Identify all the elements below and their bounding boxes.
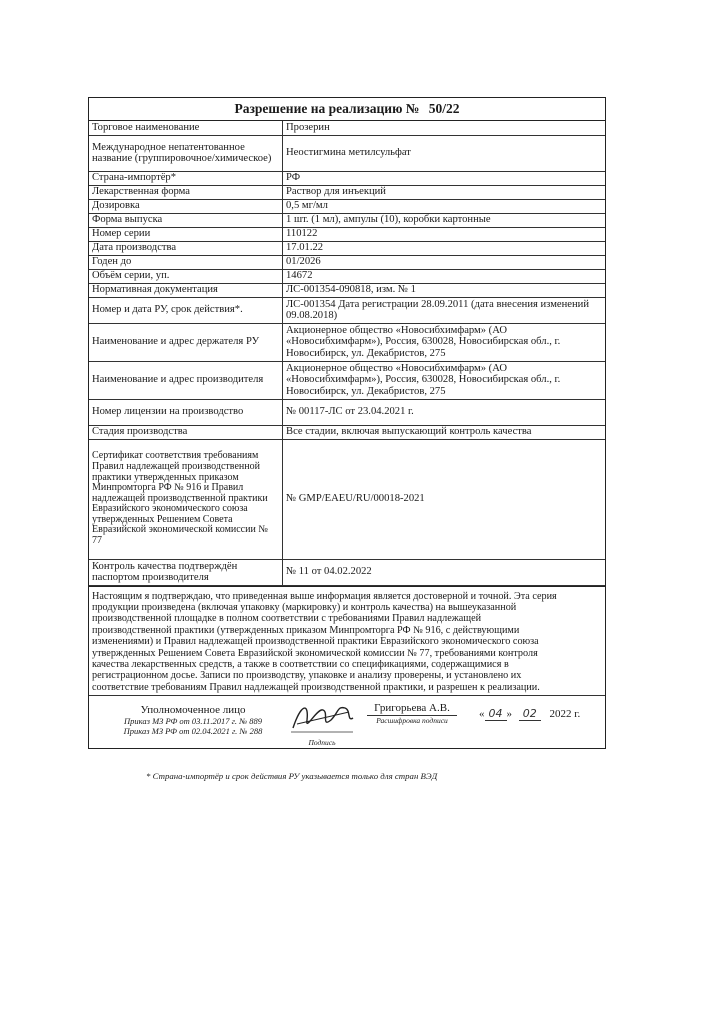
- row-value: Акционерное общество «Новосибхимфарм» (АО «Новосибхимфарм»), Россия, 630028, Новосибирская обл., г. Новосибирск, ул. Декабристов, 275: [283, 323, 606, 361]
- row-value: Все стадии, включая выпускающий контроль качества: [283, 425, 606, 439]
- row-value: 1 шт. (1 мл), ампулы (10), коробки картонные: [283, 213, 606, 227]
- date-year: 2022 г.: [549, 708, 581, 721]
- table-row: [89, 121, 605, 135]
- signature: [287, 698, 357, 748]
- declaration-line: изменениями) и Правил надлежащей производственной практики Евразийского экономического союза: [92, 636, 539, 648]
- row-label: Дата производства: [89, 241, 283, 255]
- table-row: [89, 241, 605, 255]
- table-row: [89, 185, 605, 199]
- table-row: [89, 227, 605, 241]
- table-row: [89, 399, 605, 425]
- row-value: 110122: [283, 227, 606, 241]
- row-value: Неостигмина метилсульфат: [283, 135, 606, 171]
- row-value: 17.01.22: [283, 241, 606, 255]
- declaration-line: утвержденных Решением Совета Евразийской экономической комиссии № 77, требованиями контроля: [92, 647, 538, 659]
- table-row: [89, 283, 605, 297]
- row-value: ЛС-001354 Дата регистрации 28.09.2011 (дата внесения изменений 09.08.2018): [283, 297, 606, 323]
- row-value: 0,5 мг/мл: [283, 199, 606, 213]
- signer-name-block: [367, 702, 457, 725]
- row-label: Объём серии, уп.: [89, 269, 283, 283]
- document-title: [89, 98, 605, 121]
- table-row: [89, 171, 605, 185]
- row-value: № GMP/EAEU/RU/00018-2021: [283, 439, 606, 559]
- row-label: Форма выпуска: [89, 213, 283, 227]
- row-value: ЛС-001354-090818, изм. № 1: [283, 283, 606, 297]
- table-row: [89, 135, 605, 171]
- signature-date: « 04 » 02 2022 г.: [479, 707, 581, 721]
- row-label: Страна-импортёр*: [89, 171, 283, 185]
- permit-document: [88, 97, 606, 749]
- signer-name-label: Расшифровка подписи: [376, 716, 448, 726]
- row-label: Годен до: [89, 255, 283, 269]
- authorized-person: [113, 704, 273, 736]
- table-row: [89, 297, 605, 323]
- declaration-line: регистрационном досье. Записи по производству, упаковке и анализу проверены, и установлено их: [92, 670, 522, 682]
- row-label: Торговое наименование: [89, 121, 283, 135]
- row-label: Сертификат соответствия требованиям Правил надлежащей производственной практики утвержденных приказом Минпромторга РФ № 916 и Правил надлежащей производственной практики Евразийского экономического союза утвержденных Решением Совета Евразийской экономической комиссии № 77: [89, 439, 283, 559]
- row-value: № 00117-ЛС от 23.04.2021 г.: [283, 399, 606, 425]
- row-value: 01/2026: [283, 255, 606, 269]
- handwritten-signature-icon: [287, 698, 357, 738]
- row-value: Прозерин: [283, 121, 606, 135]
- declaration-line: соответствие требованиям Правил надлежащей производственной практики, и разрешен к реализации.: [92, 681, 540, 693]
- row-label: Контроль качества подтверждён паспортом производителя: [89, 559, 283, 585]
- declaration-line: Настоящим я подтверждаю, что приведенная выше информация является достоверной и точной. Эта серия: [92, 590, 557, 602]
- table-row: [89, 559, 605, 585]
- table-row: [89, 323, 605, 361]
- permit-number: 50/22: [428, 101, 460, 116]
- table-row: [89, 439, 605, 559]
- row-label: Номер серии: [89, 227, 283, 241]
- table-row: [89, 213, 605, 227]
- signer-name: Григорьева А.В.: [367, 702, 457, 716]
- row-label: Стадия производства: [89, 425, 283, 439]
- row-label: Наименование и адрес держателя РУ: [89, 323, 283, 361]
- title-label: Разрешение на реализацию №: [234, 101, 420, 116]
- row-label: Номер лицензии на производство: [89, 399, 283, 425]
- date-month: 02: [519, 707, 541, 721]
- signature-block: [89, 695, 605, 748]
- row-label: Нормативная документация: [89, 283, 283, 297]
- row-label: Дозировка: [89, 199, 283, 213]
- row-label: Международное непатентованное название (группировочное/химическое): [89, 135, 283, 171]
- table-row: [89, 269, 605, 283]
- order-reference: Приказ МЗ РФ от 03.11.2017 г. № 889: [123, 716, 263, 727]
- order-reference: Приказ МЗ РФ от 02.04.2021 г. № 288: [123, 726, 263, 737]
- table-row: [89, 361, 605, 399]
- declaration-text: [89, 586, 605, 696]
- declaration-line: качества лекарственных средств, а также в соответствии со спецификациями, содержащимися в: [92, 658, 509, 670]
- declaration-line: продукции произведена (включая упаковку (маркировку) и контроль качества) на вышеуказанной: [92, 601, 517, 613]
- table-row: [89, 199, 605, 213]
- row-value: № 11 от 04.02.2022: [283, 559, 606, 585]
- row-label: Наименование и адрес производителя: [89, 361, 283, 399]
- signature-label: Подпись: [308, 738, 336, 748]
- footnote: * Страна-импортёр и срок действия РУ указывается только для стран ВЭД: [146, 771, 438, 781]
- declaration-line: производственной площадке в полном соответствии с требованиями Правил надлежащей: [92, 613, 482, 625]
- declaration-line: производственной практики (утвержденных приказом Минпромторга РФ № 916, с действующими: [92, 624, 520, 636]
- row-value: Раствор для инъекций: [283, 185, 606, 199]
- date-day: 04: [485, 707, 507, 721]
- table-row: [89, 255, 605, 269]
- row-label: Номер и дата РУ, срок действия*.: [89, 297, 283, 323]
- row-label: Лекарственная форма: [89, 185, 283, 199]
- row-value: Акционерное общество «Новосибхимфарм» (АО «Новосибхимфарм»), Россия, 630028, Новосибирская обл., г. Новосибирск, ул. Декабристов, 275: [283, 361, 606, 399]
- row-value: 14672: [283, 269, 606, 283]
- details-table: [89, 121, 605, 586]
- row-value: РФ: [283, 171, 606, 185]
- authorized-role: Уполномоченное лицо: [140, 704, 246, 717]
- table-row: [89, 425, 605, 439]
